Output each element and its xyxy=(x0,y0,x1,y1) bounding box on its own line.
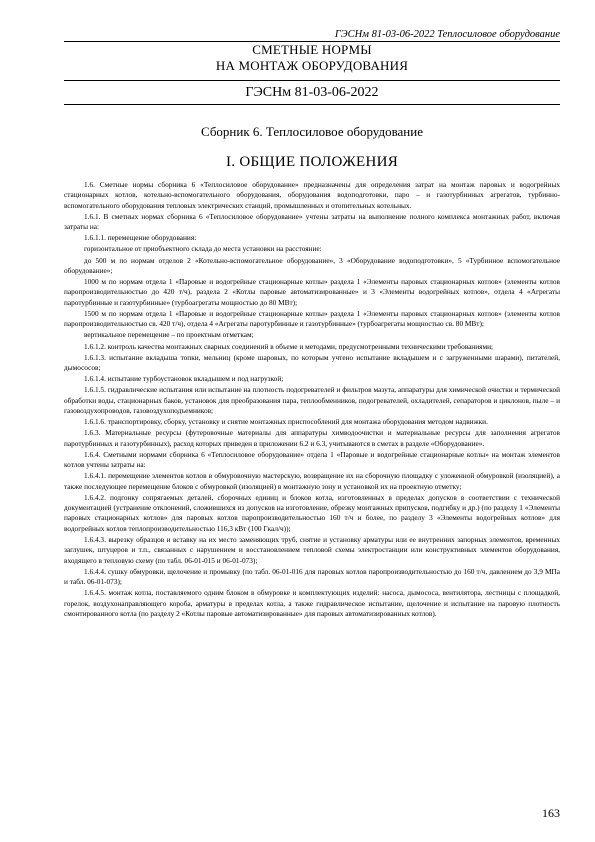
paragraph: 1.6.4. Сметными нормами сборника 6 «Теплосиловое оборудование» отдела 1 «Паровые и водогрейные стационарные котлы» на монтаж элементов котлов учтены затраты на: xyxy=(64,449,560,470)
paragraph: 1.6.1.4. испытание турбоустановок вкладышем и под нагрузкой; xyxy=(84,374,284,384)
document-title xyxy=(64,42,560,74)
paragraph: 1.6.4.5. монтаж котла, поставляемого одним блоком в обмуровке и комплектующих изделий: насоса, дымососа, вентилятора, лестницы с площадкой, горелок, воздухонаправляющего короба, арматуры в пределах котла, а также гидравлическое испытание, щелочение и испытание на паровую плотность смонтированного котла (по разделу 2 «Котлы паровые автоматизированные» для паровых автоматизированных котлов). xyxy=(64,588,560,618)
paragraph: 1.6. Сметные нормы сборника 6 «Теплосиловое оборудование» предназначены для определения затрат на монтаж паровых и водогрейных стационарных котлов, котельно-вспомогательного оборудования, оборудования водоподготовки, паро – и газотурбинных агрегатов, турбинно-вспомогательного оборудования тепловых электрических станций, промышленных и отопительных котельных. xyxy=(64,180,560,210)
document-title-line-2: НА МОНТАЖ ОБОРУДОВАНИЯ xyxy=(215,58,409,73)
code-divider-bottom xyxy=(64,104,560,105)
document-code: ГЭСНм 81-03-06-2022 xyxy=(245,85,379,100)
paragraph: 1.6.4.3. вырезку образцов и вставку на их место заменяющих труб, снятие и установку арматуры или ее внутренних запорных элементов, временных заглушек, штуцеров и т.п., связанных с нарушением и восстановлением тепловой схемы электростанции или конструктивных элементов оборудования, входящего в тепловую схему (по табл. 06-01-015 и 06-01-073); xyxy=(64,534,560,565)
paragraph: 1.6.1. В сметных нормах сборника 6 «Теплосиловое оборудование» учтены затраты на выполнение полного комплекса монтажных работ, включая затраты на: xyxy=(64,211,560,232)
section-title: I. ОБЩИЕ ПОЛОЖЕНИЯ xyxy=(225,154,399,170)
paragraph: вертикальное перемещение – по проектным отметкам; xyxy=(84,330,254,340)
page-number: 163 xyxy=(542,806,560,820)
paragraph: 1.6.1.5. гидравлические испытания или испытание на плотность подогревателей и фильтров мазута, аппаратуры для химической очистки и термической обработки воды, стационарных баков, установок для преобразования пара, теплообменников, подогревателей, охладителей, сепараторов и циклонов, пыле – и газовоздухопроводов, газовоздухоподъемников; xyxy=(64,385,560,415)
paragraph: 1.6.1.2. контроль качества монтажных сварных соединений в объеме и методами, предусмотренными техническими требованиями; xyxy=(84,341,494,351)
paragraph: 1.6.3. Материальные ресурсы (футеровочные материалы для аппаратуры химводоочистки и материальные ресурсы для заполнения агрегатов паротурбинных и газотурбинных), расход которых приведен в приложении 6.2 и 6.3, учитываются в сметах в разделе «Оборудование». xyxy=(64,428,560,448)
paragraph: 1.6.1.3. испытание вкладыша топки, мельниц (кроме шаровых, по которым учтено испытание вкладышем и с загруженными шарами), питателей, дымососов; xyxy=(64,352,560,373)
document-body xyxy=(64,180,560,620)
paragraph: 1000 м по нормам отдела 1 «Паровые и водогрейные стационарные котлы» раздела 1 «Элементы паровых стационарных котлов» (элементы котлов паропроизводительностью до 420 т/ч), раздела 2 «Котлы паровые автоматизированные» и 3 «Элементы водогрейных котлов», отдела 4 «Агрегаты паротурбинные и газотурбинные» (турбоагрегаты мощностью до 80 МВт); xyxy=(64,277,560,307)
paragraph: 1.6.4.1. перемещение элементов котлов в обмуровочную мастерскую, возвращение их на сборочную площадку с уложенной обмуровкой (изоляцией), а также последующее перемещение блоков с обмуровкой (изоляцией) в монтажную зону и установкой их на проектную отметку; xyxy=(64,471,560,491)
paragraph: горизонтальное от приобъектного склада до места установки на расстояние: xyxy=(84,244,322,254)
document-title-line-1: СМЕТНЫЕ НОРМЫ xyxy=(252,42,372,57)
paragraph: 1500 м по нормам отдела 1 «Паровые и водогрейные стационарные котлы» раздела 1 «Элементы паровых стационарных котлов» (элементы котлов паропроизводительностью св. 420 т/ч), отдела 4 «Агрегаты паротурбинные и газотурбинные» (турбоагрегаты мощностью св. 80 МВт); xyxy=(64,308,560,329)
paragraph: 1.6.1.1. перемещение оборудования: xyxy=(84,233,197,243)
paragraph: 1.6.4.2. подгонку сопрягаемых деталей, сборочных единиц и блоков котла, изготовленных в пределах допусков в соответствии с технической документацией (устранение отклонений, сложившихся из допусков на изготовление, обрезку монтажных припусков, подгибку и др.) (по разделу 1 «Элементы паровых стационарных котлов» для паровых котлов паропроизводительностью 160 т/ч и более, по разделу 3 «Элементы водогрейных котлов» для водогрейных котлов теплопроизводительностью 116,3 кВт (100 Гкал/ч)); xyxy=(64,492,560,533)
code-divider-top xyxy=(64,80,560,81)
paragraph: 1.6.4.4. сушку обмуровки, щелочение и промывку (по табл. 06-01-016 для паровых котлов паропроизводительностью до 160 т/ч, давлением до 3,9 МПа и табл. 06-01-073); xyxy=(64,566,560,587)
paragraph: до 500 м по нормам отделов 2 «Котельно-вспомогательное оборудование», 3 «Оборудование водоподготовки», 5 «Турбинное вспомогательное оборудование»; xyxy=(64,255,560,275)
running-header: ГЭСНм 81-03-06-2022 Теплосиловое оборудование xyxy=(334,29,560,40)
paragraph: 1.6.1.6. транспортировку, сборку, установку и снятие монтажных приспособлений для монтажа оборудования методом надвижки. xyxy=(84,417,488,427)
collection-title: Сборник 6. Теплосиловое оборудование xyxy=(200,124,423,139)
